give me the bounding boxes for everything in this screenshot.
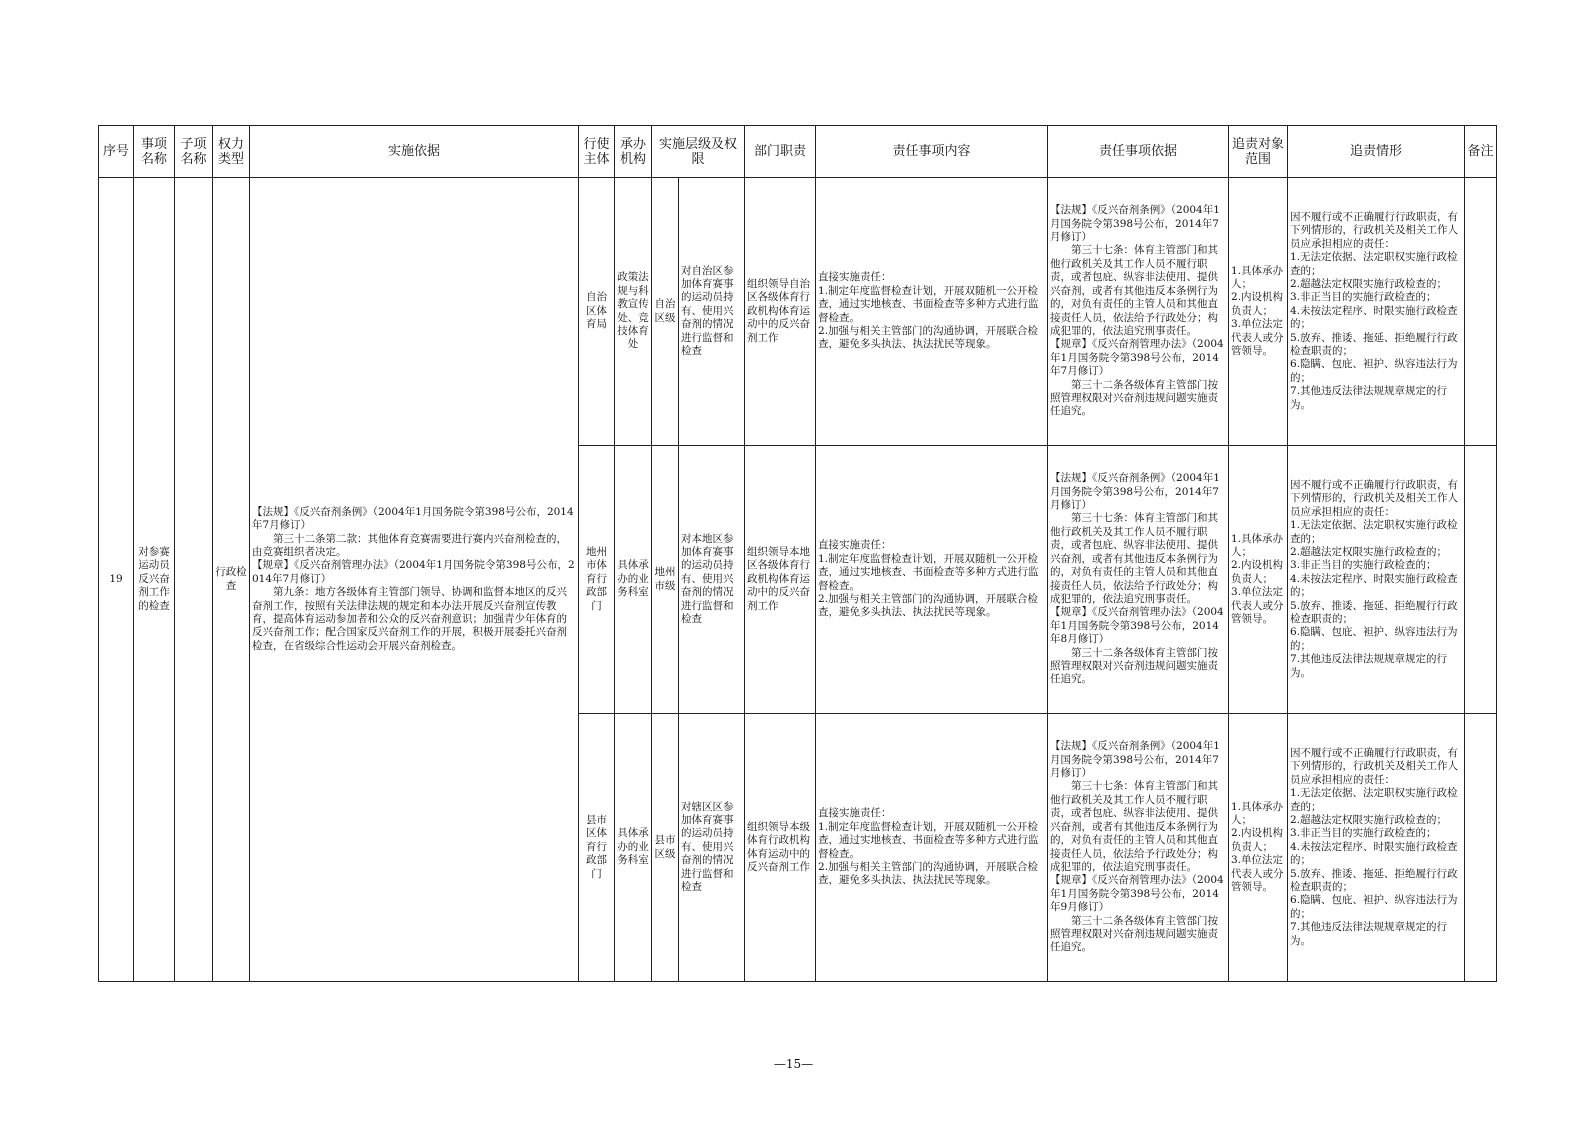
cell-scope: 1.具体承办人； 2.内设机构负责人； 3.单位法定代表人或分管领导。 [1229, 178, 1288, 446]
cell-item-name: 对参赛运动员反兴奋剂工作的检查 [134, 178, 175, 982]
header-power-type: 权力类型 [213, 126, 250, 178]
cell-subject: 地州市体育行政部门 [579, 446, 615, 714]
cell-remark [1465, 446, 1497, 714]
power-list-table [98, 125, 1497, 982]
header-item-name: 事项名称 [134, 126, 175, 178]
table-header-row [99, 126, 1497, 178]
cell-sub-item-name [175, 178, 213, 982]
cell-power-type: 行政检查 [213, 178, 250, 982]
header-circumstances: 追责情形 [1288, 126, 1465, 178]
cell-remark [1465, 178, 1497, 446]
cell-level-name: 县市区级 [652, 714, 679, 982]
header-duty: 部门职责 [745, 126, 816, 178]
cell-basis: 【法规】《反兴奋剂条例》（2004年1月国务院令第398号公布，2014年7月修订） 第三十二条第二款：其他体育竞赛需要进行赛内兴奋剂检查的，由竞赛组织者决定。 【规章】《反兴奋剂管理办法》（2004年1月国务院令第398号公布，2014年7月修订） 第九条：地方各级体育主管部门领导、协调和监督本地区的反兴奋剂工作，按照有关法律法规的规定和本办法开展反兴奋剂宣传教育，提高体育运动参加者和公众的反兴奋剂意识；加强青少年体育的反兴奋剂工作；配合国家反兴奋剂工作的开展，积极开展委托兴奋剂检查，在省级综合性运动会开展兴奋剂检查。 [250, 178, 579, 982]
power-list-sheet [98, 125, 1496, 982]
cell-subject: 自治区体育局 [579, 178, 615, 446]
cell-scope: 1.具体承办人； 2.内设机构负责人； 3.单位法定代表人或分管领导。 [1229, 446, 1288, 714]
header-scope: 追责对象范围 [1229, 126, 1288, 178]
cell-duty: 组织领导自治区各级体育行政机构体育运动中的反兴奋剂工作 [745, 178, 816, 446]
cell-resp-content: 直接实施责任： 1.制定年度监督检查计划，开展双随机一公开检查，通过实地核查、书面检查等多种方式进行监督检查。 2.加强与相关主管部门的沟通协调，开展联合检查，避免多头执法、执法扰民等现象。 [816, 178, 1048, 446]
header-remark: 备注 [1465, 126, 1497, 178]
header-basis: 实施依据 [250, 126, 579, 178]
header-agency: 承办机构 [615, 126, 652, 178]
cell-agency: 具体承办的业务科室 [615, 714, 652, 982]
cell-agency: 政策法规与科教宣传处、竞技体育处 [615, 178, 652, 446]
cell-duty: 组织领导本级体育行政机构体育运动中的反兴奋剂工作 [745, 714, 816, 982]
cell-scope: 1.具体承办人； 2.内设机构负责人； 3.单位法定代表人或分管领导。 [1229, 714, 1288, 982]
cell-level-name: 地州市级 [652, 446, 679, 714]
cell-resp-content: 直接实施责任： 1.制定年度监督检查计划，开展双随机一公开检查，通过实地核查、书面检查等多种方式进行监督检查。 2.加强与相关主管部门的沟通协调，开展联合检查，避免多头执法、执法扰民等现象。 [816, 446, 1048, 714]
cell-seq: 19 [99, 178, 134, 982]
header-level: 实施层级及权限 [652, 126, 745, 178]
cell-circumstances: 因不履行或不正确履行行政职责，有下列情形的，行政机关及相关工作人员应承担相应的责任： 1.无法定依据、法定职权实施行政检查的； 2.超越法定权限实施行政检查的； 3.非正当目的实施行政检查的； 4.未按法定程序、时限实施行政检查的； 5.放弃、推诿、拖延、拒绝履行行政检查职责的； 6.隐瞒、包庇、袒护、纵容违法行为的； 7.其他违反法律法规规章规定的行为。 [1288, 446, 1465, 714]
cell-agency: 具体承办的业务科室 [615, 446, 652, 714]
cell-resp-basis: 【法规】《反兴奋剂条例》（2004年1月国务院令第398号公布，2014年7月修订） 第三十七条：体育主管部门和其他行政机关及其工作人员不履行职责，或者包庇、纵容非法使用、提供兴奋剂，或者有其他违反本条例行为的，对负有责任的主管人员和其他直接责任人员，依法给予行政处分；构成犯罪的，依法追究刑事责任。 【规章】《反兴奋剂管理办法》（2004年1月国务院令第398号公布，2014年9月修订） 第三十二条各级体育主管部门按照管理权限对兴奋剂违规问题实施责任追究。 [1048, 714, 1229, 982]
cell-circumstances: 因不履行或不正确履行行政职责，有下列情形的，行政机关及相关工作人员应承担相应的责任： 1.无法定依据、法定职权实施行政检查的； 2.超越法定权限实施行政检查的； 3.非正当目的实施行政检查的； 4.未按法定程序、时限实施行政检查的； 5.放弃、推诿、拖延、拒绝履行行政检查职责的； 6.隐瞒、包庇、袒护、纵容违法行为的； 7.其他违反法律法规规章规定的行为。 [1288, 714, 1465, 982]
cell-remark [1465, 714, 1497, 982]
cell-level-scope: 对自治区参加体育赛事的运动员持有、使用兴奋剂的情况进行监督和检查 [679, 178, 745, 446]
cell-level-scope: 对辖区区参加体育赛事的运动员持有、使用兴奋剂的情况进行监督和检查 [679, 714, 745, 982]
header-subject: 行使主体 [579, 126, 615, 178]
cell-resp-basis: 【法规】《反兴奋剂条例》（2004年1月国务院令第398号公布，2014年7月修订） 第三十七条：体育主管部门和其他行政机关及其工作人员不履行职责，或者包庇、纵容非法使用、提供兴奋剂，或者有其他违反本条例行为的，对负有责任的主管人员和其他直接责任人员，依法给予行政处分；构成犯罪的，依法追究刑事责任。 【规章】《反兴奋剂管理办法》（2004年1月国务院令第398号公布，2014年8月修订） 第三十二条各级体育主管部门按照管理权限对兴奋剂违规问题实施责任追究。 [1048, 446, 1229, 714]
header-resp-content: 责任事项内容 [816, 126, 1048, 178]
cell-resp-basis: 【法规】《反兴奋剂条例》（2004年1月国务院令第398号公布，2014年7月修订） 第三十七条：体育主管部门和其他行政机关及其工作人员不履行职责，或者包庇、纵容非法使用、提供兴奋剂，或者有其他违反本条例行为的，对负有责任的主管人员和其他直接责任人员，依法给予行政处分；构成犯罪的，依法追究刑事责任。 【规章】《反兴奋剂管理办法》（2004年1月国务院令第398号公布，2014年7月修订） 第三十二条各级体育主管部门按照管理权限对兴奋剂违规问题实施责任追究。 [1048, 178, 1229, 446]
table-row [99, 178, 1497, 446]
cell-level-name: 自治区级 [652, 178, 679, 446]
header-sub-item-name: 子项名称 [175, 126, 213, 178]
cell-resp-content: 直接实施责任： 1.制定年度监督检查计划，开展双随机一公开检查，通过实地核查、书面检查等多种方式进行监督检查。 2.加强与相关主管部门的沟通协调，开展联合检查，避免多头执法、执法扰民等现象。 [816, 714, 1048, 982]
header-seq: 序号 [99, 126, 134, 178]
cell-circumstances: 因不履行或不正确履行行政职责，有下列情形的，行政机关及相关工作人员应承担相应的责任： 1.无法定依据、法定职权实施行政检查的； 2.超越法定权限实施行政检查的； 3.非正当目的实施行政检查的； 4.未按法定程序、时限实施行政检查的； 5.放弃、推诿、拖延、拒绝履行行政检查职责的； 6.隐瞒、包庇、袒护、纵容违法行为的； 7.其他违反法律法规规章规定的行为。 [1288, 178, 1465, 446]
cell-duty: 组织领导本地区各级体育行政机构体育运动中的反兴奋剂工作 [745, 446, 816, 714]
header-resp-basis: 责任事项依据 [1048, 126, 1229, 178]
page-number: —15— [773, 1057, 814, 1071]
cell-subject: 县市区体育行政部门 [579, 714, 615, 982]
cell-level-scope: 对本地区参加体育赛事的运动员持有、使用兴奋剂的情况进行监督和检查 [679, 446, 745, 714]
